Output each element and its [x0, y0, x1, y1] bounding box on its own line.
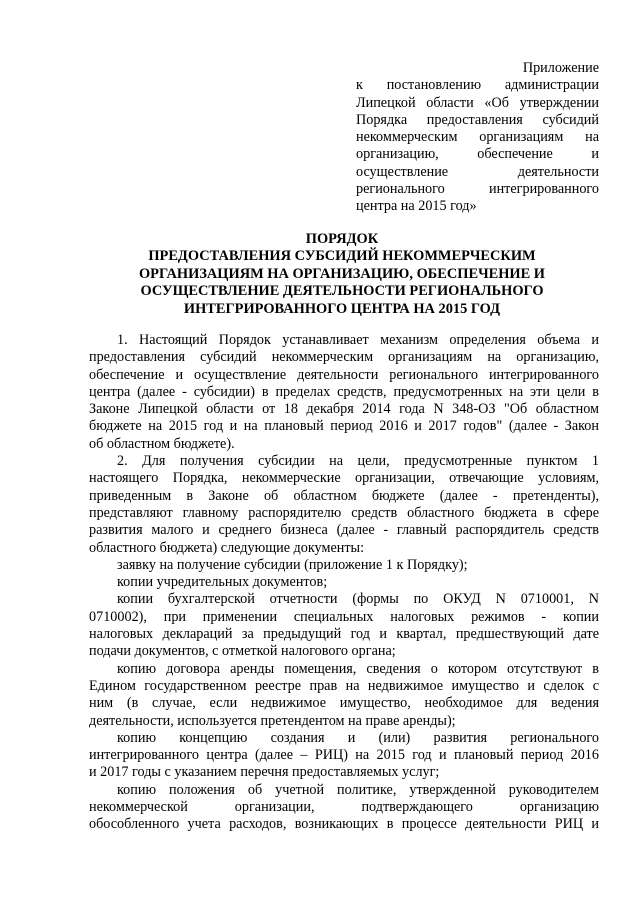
paragraph-1: [89, 332, 599, 453]
document-title: [92, 231, 592, 318]
appendix-line: осуществление деятельности: [356, 163, 599, 180]
appendix-line: регионального интегрированного: [356, 181, 599, 198]
body-line: областного бюджета) следующие документы:: [89, 539, 365, 556]
appendix-line: организацию, обеспечение и: [356, 146, 599, 163]
paragraph-6: [89, 661, 599, 730]
body-line: интегрированного центра (далее – РИЦ) на 2015 год и плановый период 2016: [89, 747, 599, 764]
body-line: бюджете на 2015 год и на плановый период 2016 и 2017 годов" (далее - Закон: [89, 418, 599, 435]
body-line: копии бухгалтерской отчетности (формы по ОКУД N 0710001, N: [117, 591, 599, 608]
body-line: развития малого и среднего бизнеса (далее - главный распорядитель средств: [89, 522, 599, 539]
body-line: и 2017 годы с указанием перечня предоставляемых услуг;: [89, 764, 440, 781]
paragraph-5: [89, 591, 599, 660]
paragraph-7: [89, 730, 599, 782]
appendix-heading: Приложение: [522, 60, 599, 76]
body-line: об областном бюджете).: [89, 435, 235, 452]
appendix-line: Порядка предоставления субсидий: [356, 111, 599, 128]
body-line: копию договора аренды помещения, сведения о котором отсутствуют в: [117, 660, 599, 677]
body-line: приведенным в Законе об областном бюджете (далее - претенденты),: [89, 487, 599, 504]
appendix-line: Липецкой области «Об утверждении: [356, 94, 599, 111]
appendix-line: центра на 2015 год»: [356, 198, 477, 215]
paragraph-3: [89, 557, 599, 574]
body-line: Едином государственном реестре прав на недвижимое имущество и сделок с: [89, 677, 599, 694]
body-line: копию концепцию создания и (или) развития регионального: [117, 729, 599, 746]
body-line: 1. Настоящий Порядок устанавливает механизм определения объема и: [117, 332, 599, 348]
appendix-line: к постановлению администрации: [356, 77, 599, 94]
body-line: некоммерческой организации, подтверждающего организацию: [89, 799, 599, 816]
paragraph-4: [89, 574, 599, 591]
body-line: налоговых деклараций за предыдущий год и квартал, предшествующий дате: [89, 626, 599, 643]
body-line: центра (далее - субсидии) в пределах средств, предусмотренных на эти цели в: [89, 383, 599, 400]
body-line: копию положения об учетной политике, утвержденной руководителем: [117, 781, 599, 798]
title-line: ПРЕДОСТАВЛЕНИЯ СУБСИДИЙ НЕКОММЕРЧЕСКИМ: [148, 248, 536, 265]
appendix-line: некоммерческим организациям на: [356, 129, 599, 146]
title-line: ПОРЯДОК: [305, 231, 379, 247]
title-line: ОСУЩЕСТВЛЕНИЕ ДЕЯТЕЛЬНОСТИ РЕГИОНАЛЬНОГО: [140, 283, 544, 300]
body-line: подачи документов, с отметкой налогового органа;: [89, 643, 396, 660]
body-line: 2. Для получения субсидии на цели, предусмотренные пунктом 1: [117, 453, 599, 470]
paragraph-2: [89, 453, 599, 557]
body-line: заявку на получение субсидии (приложение 1 к Порядку);: [117, 556, 468, 573]
paragraph-8: [89, 782, 599, 834]
body-line: настоящего Порядка, некоммерческие организации, отвечающие условиям,: [89, 470, 599, 487]
body-line: обособленного учета расходов, возникающих в процессе деятельности РИЦ и: [89, 816, 599, 833]
document-body: [89, 332, 599, 834]
body-line: копии учредительных документов;: [117, 574, 328, 591]
body-line: Законе Липецкой области от 18 декабря 2014 года N 348-ОЗ "Об областном: [89, 401, 599, 418]
body-line: ним (в случае, если недвижимое имущество, необходимое для ведения: [89, 695, 599, 712]
title-line: ИНТЕГРИРОВАННОГО ЦЕНТРА НА 2015 ГОД: [183, 300, 501, 317]
body-line: 0710002), при применении специальных налоговых режимов - копии: [89, 608, 599, 625]
body-line: представляют главному распорядителю средств областного бюджета в сфере: [89, 504, 599, 521]
body-line: обеспечение и осуществление деятельности регионального интегрированного: [89, 366, 599, 383]
body-line: предоставления субсидий некоммерческим организациям на организацию,: [89, 349, 599, 366]
title-line: ОРГАНИЗАЦИЯМ НА ОРГАНИЗАЦИЮ, ОБЕСПЕЧЕНИЕ И: [138, 265, 546, 282]
body-line: деятельности, используется претендентом на праве аренды);: [89, 712, 456, 729]
appendix-note: [356, 60, 599, 216]
